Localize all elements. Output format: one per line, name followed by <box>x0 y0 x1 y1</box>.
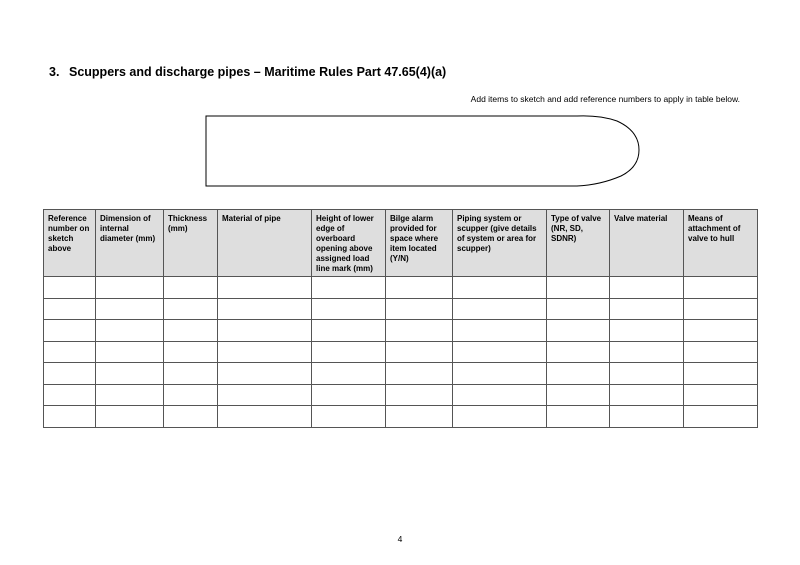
table-cell[interactable] <box>218 298 312 320</box>
table-cell[interactable] <box>547 363 610 385</box>
table-cell[interactable] <box>386 298 453 320</box>
table-cell[interactable] <box>453 298 547 320</box>
column-header: Material of pipe <box>218 210 312 277</box>
table-cell[interactable] <box>453 320 547 342</box>
table-cell[interactable] <box>44 277 96 299</box>
table-cell[interactable] <box>684 384 758 406</box>
table-cell[interactable] <box>453 406 547 428</box>
table-cell[interactable] <box>547 406 610 428</box>
table-cell[interactable] <box>684 277 758 299</box>
table-cell[interactable] <box>610 384 684 406</box>
scuppers-table <box>43 209 758 428</box>
table-cell[interactable] <box>547 384 610 406</box>
column-header: Type of valve (NR, SD, SDNR) <box>547 210 610 277</box>
section-title: Scuppers and discharge pipes – Maritime Rules Part 47.65(4)(a) <box>69 65 447 79</box>
table-cell[interactable] <box>453 384 547 406</box>
column-header: Thickness (mm) <box>164 210 218 277</box>
table-cell[interactable] <box>312 363 386 385</box>
table-cell[interactable] <box>610 320 684 342</box>
table-cell[interactable] <box>44 298 96 320</box>
table-cell[interactable] <box>453 277 547 299</box>
table-row <box>44 384 758 406</box>
table-row <box>44 277 758 299</box>
table-cell[interactable] <box>44 406 96 428</box>
table-cell[interactable] <box>44 341 96 363</box>
section-number: 3. <box>49 65 60 79</box>
table-cell[interactable] <box>44 363 96 385</box>
table-cell[interactable] <box>547 298 610 320</box>
table-cell[interactable] <box>684 341 758 363</box>
table-row <box>44 406 758 428</box>
table-cell[interactable] <box>312 277 386 299</box>
table-cell[interactable] <box>386 320 453 342</box>
table-row <box>44 341 758 363</box>
table-cell[interactable] <box>218 406 312 428</box>
table-cell[interactable] <box>96 406 164 428</box>
table-body <box>44 277 758 428</box>
column-header: Valve material <box>610 210 684 277</box>
table-cell[interactable] <box>96 341 164 363</box>
table-cell[interactable] <box>164 406 218 428</box>
table-cell[interactable] <box>610 363 684 385</box>
section-heading <box>49 65 446 79</box>
table-cell[interactable] <box>218 384 312 406</box>
column-header: Bilge alarm provided for space where item located (Y/N) <box>386 210 453 277</box>
table-cell[interactable] <box>386 406 453 428</box>
table-cell[interactable] <box>96 277 164 299</box>
table-cell[interactable] <box>96 320 164 342</box>
table-cell[interactable] <box>453 363 547 385</box>
table-cell[interactable] <box>386 363 453 385</box>
table-cell[interactable] <box>164 384 218 406</box>
table-cell[interactable] <box>218 320 312 342</box>
hull-sketch-outline <box>205 115 645 190</box>
table-cell[interactable] <box>312 298 386 320</box>
table-cell[interactable] <box>164 298 218 320</box>
table-row <box>44 320 758 342</box>
table-cell[interactable] <box>164 277 218 299</box>
table-cell[interactable] <box>312 384 386 406</box>
table-cell[interactable] <box>684 320 758 342</box>
column-header: Dimension of internal diameter (mm) <box>96 210 164 277</box>
page-number: 4 <box>397 534 403 544</box>
table-row <box>44 363 758 385</box>
table-cell[interactable] <box>44 320 96 342</box>
table-row <box>44 298 758 320</box>
table-cell[interactable] <box>610 341 684 363</box>
table-cell[interactable] <box>547 320 610 342</box>
table-cell[interactable] <box>386 384 453 406</box>
table-cell[interactable] <box>218 277 312 299</box>
table-cell[interactable] <box>218 363 312 385</box>
table-header-row <box>44 210 758 277</box>
table-cell[interactable] <box>44 384 96 406</box>
table-cell[interactable] <box>684 406 758 428</box>
table-cell[interactable] <box>610 406 684 428</box>
table-cell[interactable] <box>164 363 218 385</box>
table-cell[interactable] <box>684 363 758 385</box>
sketch-instruction: Add items to sketch and add reference numbers to apply in table below. <box>470 94 740 104</box>
table-cell[interactable] <box>610 277 684 299</box>
table-cell[interactable] <box>164 341 218 363</box>
table-cell[interactable] <box>547 277 610 299</box>
table-cell[interactable] <box>312 320 386 342</box>
column-header: Reference number on sketch above <box>44 210 96 277</box>
table-cell[interactable] <box>96 384 164 406</box>
table-cell[interactable] <box>453 341 547 363</box>
table-cell[interactable] <box>386 277 453 299</box>
table-cell[interactable] <box>610 298 684 320</box>
column-header: Means of attachment of valve to hull <box>684 210 758 277</box>
table-cell[interactable] <box>312 341 386 363</box>
table-cell[interactable] <box>164 320 218 342</box>
table-cell[interactable] <box>96 298 164 320</box>
table-cell[interactable] <box>312 406 386 428</box>
column-header: Height of lower edge of overboard opening above assigned load line mark (mm) <box>312 210 386 277</box>
table-cell[interactable] <box>386 341 453 363</box>
table-cell[interactable] <box>684 298 758 320</box>
table-cell[interactable] <box>96 363 164 385</box>
table-cell[interactable] <box>547 341 610 363</box>
column-header: Piping system or scupper (give details of system or area for scupper) <box>453 210 547 277</box>
table-cell[interactable] <box>218 341 312 363</box>
